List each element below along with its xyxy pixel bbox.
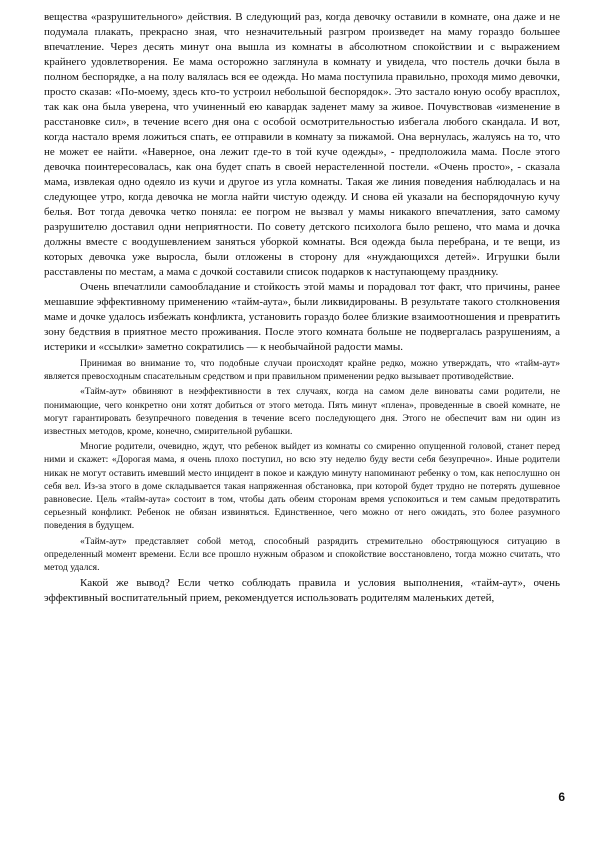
paragraph-conclusion: Какой же вывод? Если четко соблюдать правила и условия выполнения, «тайм-аут», очень эффективный воспитательный прием, рекомендуется использовать родителям маленьких детей,	[44, 577, 560, 605]
paragraph-parent-expectations: Многие родители, очевидно, ждут, что ребенок выйдет из комнаты со смиренно опущенной головой, станет перед ними и скажет: «Дорогая мама, я очень плохо поступил, но всю эту неделю буду вести себя безупречно». Иные родители никак не могут оставить имевший место инцидент в покое и каждую минуту напоминают ребенку о том, как непослушно он себя вел. Из-за этого в доме складывается такая напряженная обстановка, при которой будет трудно не потерять душевное равновесие. Цель «тайм-аута» состоит в том, чтобы дать обеим сторонам время успокоиться и тем самым предотвратить серьезный конфликт. Ребенок не обязан извиняться. Единственное, чего можно от него ожидать, это более разумного поведения в будущем.	[44, 441, 560, 532]
paragraph-method-purpose: «Тайм-аут» представляет собой метод, способный разрядить стремительно обостряющуюся ситуацию в определенный момент времени. Если все прошло нужным образом и спокойствие восстановлено, тогда можно считать, что метод удался.	[44, 535, 560, 574]
page-number: 6	[558, 790, 565, 804]
paragraph-mom-composure: Очень впечатлили самообладание и стойкость этой мамы и порадовал тот факт, что причины, ранее мешавшие эффективному применению «тайм-аута», были ликвидированы. В результате такого столкновения маме и дочке удалось избежать конфликта, установить гораздо более близкие взаимоотношения и превратить зону бедствия в приятное место проживания. После этого комната больше не подвергалась разрушениям, а истерики и «ссылки» заметно сократились — к необычайной радости мамы.	[44, 281, 560, 353]
paragraph-ineffectiveness: «Тайм-аут» обвиняют в неэффективности в тех случаях, когда на самом деле виноваты сами родители, не понимающие, чего конкретно они хотят добиться от этого метода. Пять минут «плена», проведенные в своей комнате, не могут гарантировать безупречного поведения в течение всего последующего дня. Этого не обеспечит вам ни один из известных методов, кроме, конечно, смирительной рубашки.	[44, 386, 560, 438]
document-body	[44, 10, 560, 606]
paragraph-rare-cases: Принимая во внимание то, что подобные случаи происходят крайне редко, можно утверждать, что «тайм-аут» является превосходным спасательным средством и при правильном применении редко вызывает противодействие.	[44, 358, 560, 383]
paragraph-continuation: вещества «разрушительного» действия. В следующий раз, когда девочку оставили в комнате, она даже и не подумала плакать, прекрасно зная, что незначительный разгром произведет на маму гораздо большее впечатление. Через десять минут она вышла из комнаты в абсолютном спокойствии и с выражением крайнего удовлетворения. Ее мама осторожно заглянула в комнату и увидела, что постель дочки была в полном беспорядке, а на полу валялась вся ее одежда. Но мама поступила правильно, проходя мимо девочки, просто сказав: «По-моему, здесь кто-то устроил небольшой беспорядок». Это застало юную особу врасплох, так как она была уверена, что учиненный ею кавардак заденет маму за живое. Почувствовав «изменение в расстановке сил», в течение всего дня она с особой осмотрительностью избегала любого скандала. И вот, когда настало время ложиться спать, ее отправили в комнату за пижамой. Она вернулась, жалуясь на то, что не может ее найти. «Наверное, она лежит где-то в той куче одежды», - предположила мама. После этого девочка поинтересовалась, как она будет спать в своей нерастеленной постели. «Очень просто», - сказала мама, извлекая одно одеяло из кучи и другое из угла комнаты. Такая же линия поведения наблюдалась и на следующее утро, когда девочка не могла найти чистую одежду. И снова ей указали на беспорядочную кучу белья. Вот тогда девочка четко поняла: ее погром не вызвал у мамы никакого впечатления, зато самому разрушителю доставил одни неприятности. По совету детского психолога было решено, что мама и дочка должны вместе с воодушевлением заняться уборкой комнаты. Вся одежда была перебрана, и те вещи, из которых девочка уже выросла, были отложены в сторону для «нуждающихся детей». Игрушки были расставлены по местам, а мама с дочкой составили список подарков к наступающему празднику.	[44, 11, 560, 278]
